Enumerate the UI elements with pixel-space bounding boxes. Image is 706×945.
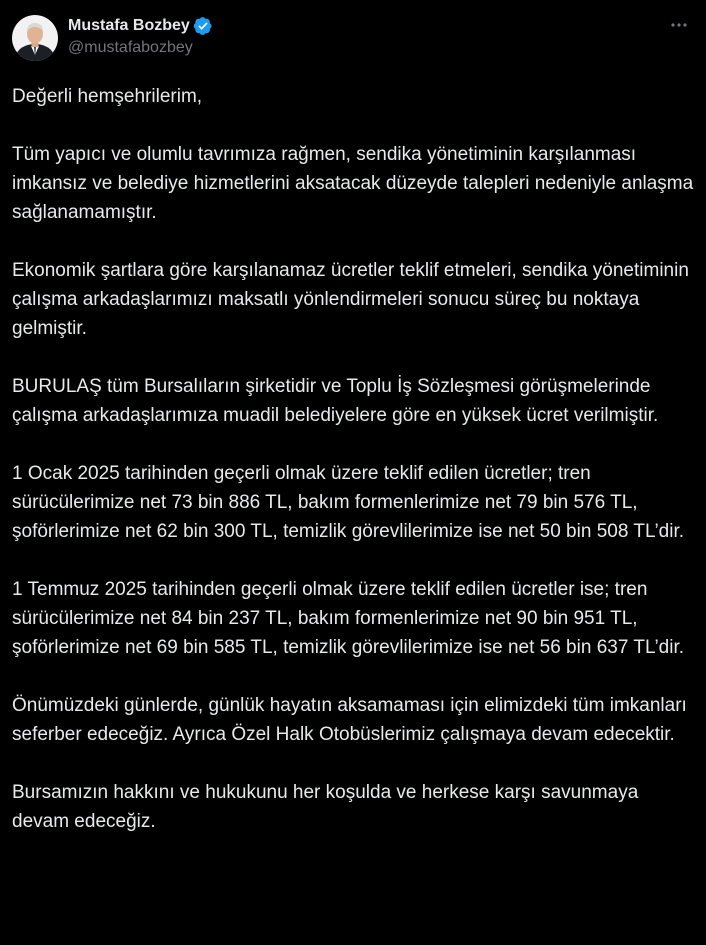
author-handle[interactable]: @mustafabozbey bbox=[68, 39, 193, 56]
post-body bbox=[12, 82, 694, 836]
more-options-button[interactable] bbox=[666, 12, 692, 38]
avatar[interactable] bbox=[12, 15, 58, 61]
post-paragraph: Tüm yapıcı ve olumlu tavrımıza rağmen, sendika yönetiminin karşılanması imkansız ve belediye hizmetlerini aksatacak düzeyde talepleri nedeniyle anlaşma sağlanamamıştır. bbox=[12, 144, 694, 223]
post-paragraph: Önümüzdeki günlerde, günlük hayatın aksamaması için elimizdeki tüm imkanları seferber edeceğiz. Ayrıca Özel Halk Otobüslerimiz çalışmaya devam edecektir. bbox=[12, 695, 687, 745]
post-paragraph: 1 Temmuz 2025 tarihinden geçerli olmak üzere teklif edilen ücretler ise; tren sürücülerimize net 84 bin 237 TL, bakım formenlerimize net 90 bin 951 TL, şoförlerimize net 69 bin 585 TL, temizlik görevlilerimize ise net 56 bin 637 TL’dir. bbox=[12, 579, 685, 658]
post-paragraph: Bursamızın hakkını ve hukukunu her koşulda ve herkese karşı savunmaya devam edeceğiz. bbox=[12, 782, 639, 832]
more-options-icon bbox=[669, 15, 689, 35]
name-row bbox=[68, 15, 213, 37]
post-header bbox=[12, 14, 694, 66]
verified-badge-icon bbox=[193, 16, 213, 36]
avatar-image bbox=[12, 15, 58, 61]
post-paragraph: 1 Ocak 2025 tarihinden geçerli olmak üzere teklif edilen ücretler; tren sürücülerimize net 73 bin 886 TL, bakım formenlerimize net 79 bin 576 TL, şoförlerimize net 62 bin 300 TL, temizlik görevlilerimize ise net 50 bin 508 TL’dir. bbox=[12, 463, 685, 542]
author-name[interactable]: Mustafa Bozbey bbox=[68, 17, 190, 34]
post-paragraph: Ekonomik şartlara göre karşılanamaz ücretler teklif etmeleri, sendika yönetiminin çalışma arkadaşlarımızı maksatlı yönlendirmeleri sonucu süreç bu noktaya gelmiştir. bbox=[12, 260, 689, 339]
post-paragraph: Değerli hemşehrilerim, bbox=[12, 86, 203, 107]
post-paragraph: BURULAŞ tüm Bursalıların şirketidir ve Toplu İş Sözleşmesi görüşmelerinde çalışma arkadaşlarımıza muadil belediyelere göre en yüksek ücret verilmiştir. bbox=[12, 376, 659, 426]
author-identity bbox=[68, 14, 213, 57]
